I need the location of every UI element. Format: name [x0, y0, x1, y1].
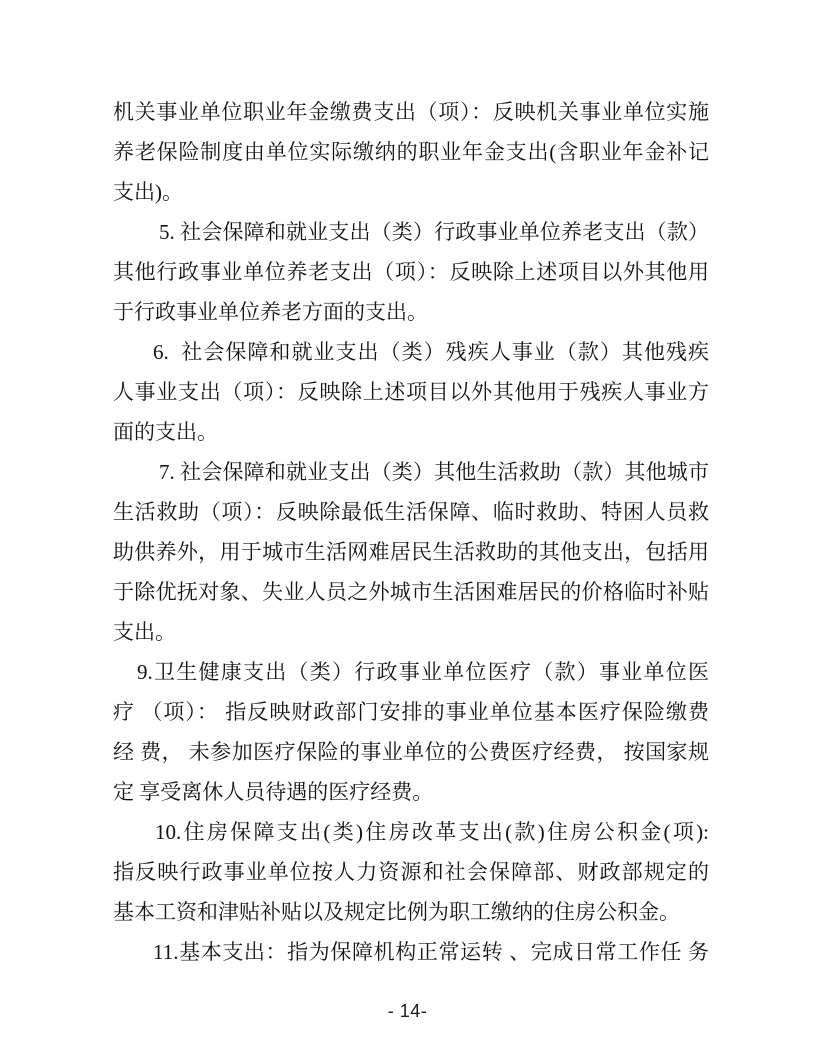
text-line: 基本工资和津贴补贴以及规定比例为职工缴纳的住房公积金。 — [113, 900, 680, 924]
text-line: 面的支出。 — [113, 420, 218, 444]
paragraph — [113, 92, 709, 212]
paragraph — [113, 652, 709, 812]
text-line: 定 享受离休人员待遇的医疗经费。 — [113, 780, 434, 804]
text-line: 其他行政事业单位养老支出（项）：反映除上述项目以外其他用 — [113, 260, 709, 284]
page-footer — [0, 1001, 815, 1022]
text-line: 机关事业单位职业年金缴费支出（项）：反映机关事业单位实施 — [113, 100, 709, 124]
text-line: 11.基本支出：指为保障机构正常运转 、完成日常工作任 务 — [153, 940, 709, 964]
text-line: 9.卫生健康支出（类）行政事业单位医疗（款）事业单位医 — [137, 660, 709, 684]
text-line: 经 费， 未参加医疗保险的事业单位的公费医疗经费， 按国家规 — [113, 740, 709, 764]
text-line: 支出。 — [113, 620, 176, 644]
page-number: - 14- — [387, 1001, 428, 1021]
paragraph — [113, 932, 709, 972]
text-line: 指反映行政事业单位按人力资源和社会保障部、财政部规定的 — [113, 860, 709, 884]
text-line: 于行政事业单位养老方面的支出。 — [113, 300, 428, 324]
text-line: 人事业支出（项）：反映除上述项目以外其他用于残疾人事业方 — [113, 380, 709, 404]
text-line: 疗 （项）： 指反映财政部门安排的事业单位基本医疗保险缴费 — [113, 700, 709, 724]
text-line: 养老保险制度由单位实际缴纳的职业年金支出(含职业年金补记 — [113, 140, 709, 164]
text-line: 支出)。 — [113, 180, 183, 204]
text-line: 6. 社会保障和就业支出（类）残疾人事业（款）其他残疾 — [153, 340, 709, 364]
text-line: 于除优抚对象、失业人员之外城市生活困难居民的价格临时补贴 — [113, 580, 709, 604]
paragraph — [113, 212, 709, 332]
paragraph — [113, 332, 709, 452]
text-line: 5. 社会保障和就业支出（类）行政事业单位养老支出（款） — [159, 220, 709, 244]
text-line: 生活救助（项）：反映除最低生活保障、临时救助、特困人员救 — [113, 500, 709, 524]
text-line: 10.住房保障支出(类)住房改革支出(款)住房公积金(项): — [155, 820, 709, 844]
text-line: 7. 社会保障和就业支出（类）其他生活救助（款）其他城市 — [159, 460, 709, 484]
paragraph — [113, 812, 709, 932]
text-line: 助供养外，用于城市生活网难居民生活救助的其他支出，包括用 — [113, 540, 709, 564]
document-text — [113, 92, 709, 972]
paragraph — [113, 452, 709, 652]
